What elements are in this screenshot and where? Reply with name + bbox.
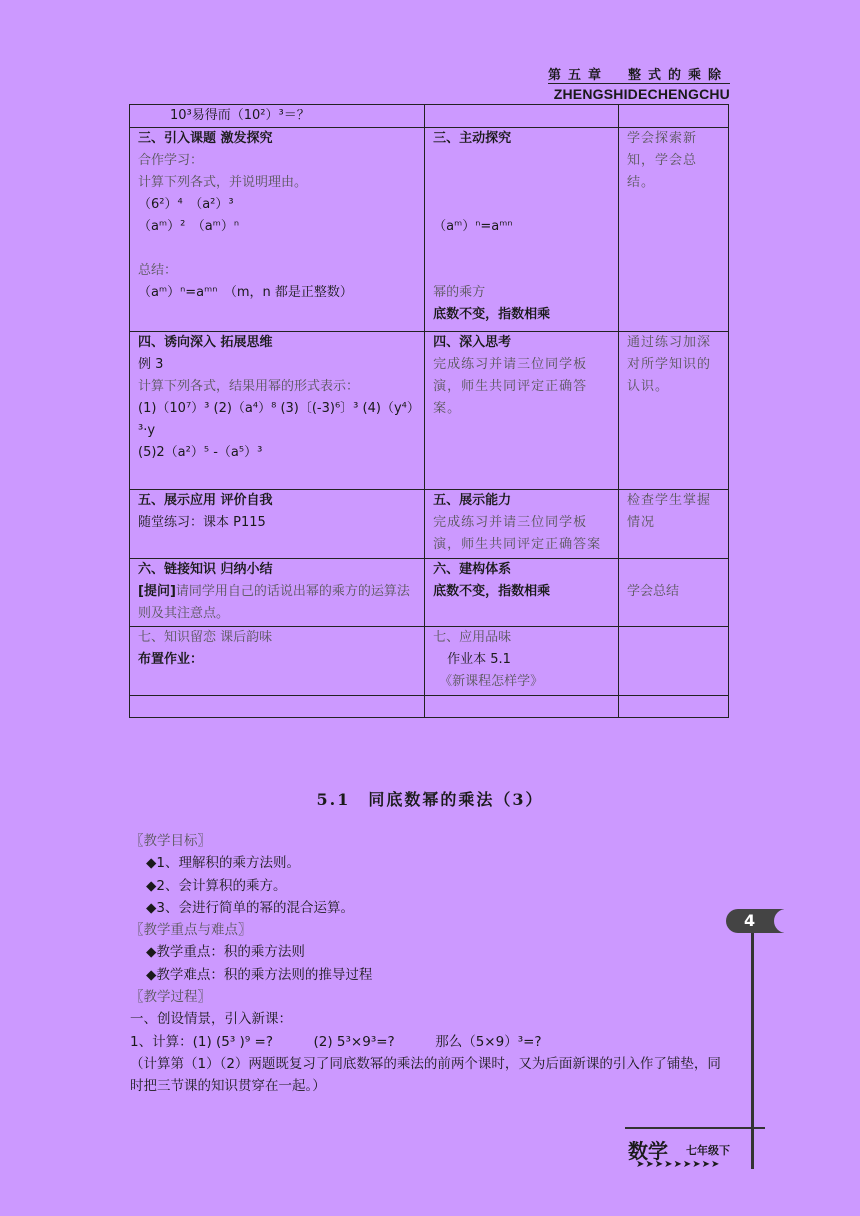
cell <box>130 105 425 128</box>
page-number-tab <box>726 909 784 933</box>
formula: (5)2（a²）⁵ -（a⁵）³ <box>138 445 263 460</box>
cell-text: 例 3 <box>138 357 164 372</box>
cell-text: 布置作业： <box>138 652 204 667</box>
cell <box>425 128 619 332</box>
paragraph: 1、计算：(1) (5³ )⁹ =? (2) 5³×9³=? 那么（5×9）³=? <box>130 1033 542 1050</box>
cell-text: 完成练习并请三位同学板演，师生共同评定正确答案 <box>433 515 602 552</box>
cell <box>425 105 619 128</box>
step-heading: 六、链接知识 归纳小结 <box>138 562 273 577</box>
list-item: ◆教学重点：积的乘方法则 <box>146 944 305 961</box>
prompt-tag: [提问] <box>138 584 176 599</box>
blank-line <box>138 238 416 260</box>
table-row <box>130 559 729 627</box>
step-heading: 五、展示能力 <box>433 493 512 508</box>
step-heading: 五、展示应用 评价自我 <box>138 493 273 508</box>
cell <box>425 490 619 559</box>
cell-text: 学会总结 <box>626 584 679 599</box>
cell-text <box>138 581 416 625</box>
section-label: 〖教学过程〗 <box>130 989 211 1006</box>
table-row <box>130 627 729 696</box>
cell <box>618 490 728 559</box>
section-label: 〖教学重点与难点〗 <box>130 922 252 939</box>
cell <box>425 559 619 627</box>
list-item: ◆3、会进行简单的幂的混合运算。 <box>146 899 354 916</box>
cell-text: 请同学用自己的话说出幂的乘方的运算法则及其注意点。 <box>138 584 410 621</box>
table-row <box>130 105 729 128</box>
arrows-decoration: ➤➤➤➤➤➤➤➤➤ <box>636 1159 721 1170</box>
formula: （6²）⁴ （a²）³ <box>138 197 234 212</box>
blank-line <box>433 150 610 172</box>
page-number: 4 <box>744 911 756 930</box>
formula: (1)（10⁷）³ (2)（a⁴）⁸ (3)〔(-3)⁶〕³ (4)（y⁴）³·y <box>138 401 414 438</box>
cell-text: 底数不变，指数相乘 <box>433 584 551 599</box>
cell <box>425 696 619 718</box>
cell <box>618 128 728 332</box>
cell-text: 完成练习并请三位同学板演，师生共同评定正确答案。 <box>433 357 588 416</box>
cell-text: 合作学习： <box>138 153 204 168</box>
footer-rule <box>625 1127 765 1129</box>
step-heading: 四、诱向深入 拓展思维 <box>138 335 273 350</box>
step-heading: 三、主动探究 <box>433 131 512 146</box>
cell-text: 《新课程怎样学》 <box>439 674 544 689</box>
step-heading: 七、应用品味 <box>433 630 512 645</box>
cell <box>130 696 425 718</box>
step-heading: 六、建构体系 <box>433 562 512 577</box>
margin-rule <box>751 933 754 1169</box>
cell-text: 作业本 5.1 <box>447 652 511 667</box>
table-row <box>130 696 729 718</box>
blank-line <box>433 260 610 282</box>
cell <box>618 105 728 128</box>
step-heading: 三、引入课题 激发探究 <box>138 131 273 146</box>
table-row <box>130 332 729 490</box>
formula: （aᵐ）ⁿ=aᵐⁿ （m，n 都是正整数） <box>138 285 353 300</box>
blank-line <box>433 194 610 216</box>
cell <box>618 627 728 696</box>
cell-text: 总结： <box>138 263 178 278</box>
blank-line <box>433 238 610 260</box>
cell-text: 底数不变，指数相乘 <box>433 307 551 322</box>
list-item: ◆教学难点：积的乘方法则的推导过程 <box>146 966 373 983</box>
lesson-body <box>130 830 730 1098</box>
step-heading: 四、深入思考 <box>433 335 512 350</box>
blank-line <box>433 172 610 194</box>
cell <box>618 559 728 627</box>
cell <box>130 490 425 559</box>
cell-text: 随堂练习：课本 P115 <box>138 515 266 530</box>
lesson-plan-table <box>129 104 729 718</box>
cell <box>425 627 619 696</box>
book-grade: 七年级下 <box>686 1144 730 1157</box>
cell <box>130 128 425 332</box>
header-rule <box>548 83 730 84</box>
cell <box>130 332 425 490</box>
step-heading: 七、知识留恋 课后韵味 <box>138 630 273 645</box>
list-item: ◆2、会计算积的乘方。 <box>146 877 287 894</box>
cell-text: 计算下列各式，并说明理由。 <box>138 175 308 190</box>
paragraph: （计算第（1）（2）两题既复习了同底数幂的乘法的前两个课时，又为后面新课的引入作了铺垫，同时把三节课的知识贯穿在一起。） <box>130 1055 721 1095</box>
cell <box>618 332 728 490</box>
cell <box>130 559 425 627</box>
cell-text: 计算下列各式，结果用幂的形式表示： <box>138 379 360 394</box>
cell-text: 学会探索新知，学会总结。 <box>626 131 697 190</box>
section-label: 〖教学目标〗 <box>130 833 211 849</box>
book-title: 数学 <box>628 1139 668 1163</box>
section-title: 5.1 同底数幂的乘法（3） <box>316 790 544 809</box>
cell <box>425 332 619 490</box>
paragraph: 一、创设情景，引入新课： <box>130 1011 292 1028</box>
cell-text: 10³易得而（10²）³＝？ <box>170 108 310 123</box>
cell-text: 通过练习加深对所学知识的认识。 <box>626 335 711 394</box>
table-row <box>130 128 729 332</box>
cell-text: 幂的乘方 <box>433 285 486 300</box>
chapter-header: 第五章 整式的乘除 <box>547 68 728 83</box>
formula: （aᵐ）² （aᵐ）ⁿ <box>138 219 240 234</box>
cell <box>618 696 728 718</box>
cell <box>130 627 425 696</box>
formula: （aᵐ）ⁿ=aᵐⁿ <box>433 219 513 234</box>
cell-text: 检查学生掌握情况 <box>626 493 711 530</box>
chapter-pinyin: ZHENGSHIDECHENGCHU <box>553 86 730 102</box>
table-row <box>130 490 729 559</box>
blank-line <box>627 559 720 581</box>
list-item: ◆1、理解积的乘方法则。 <box>146 855 300 872</box>
